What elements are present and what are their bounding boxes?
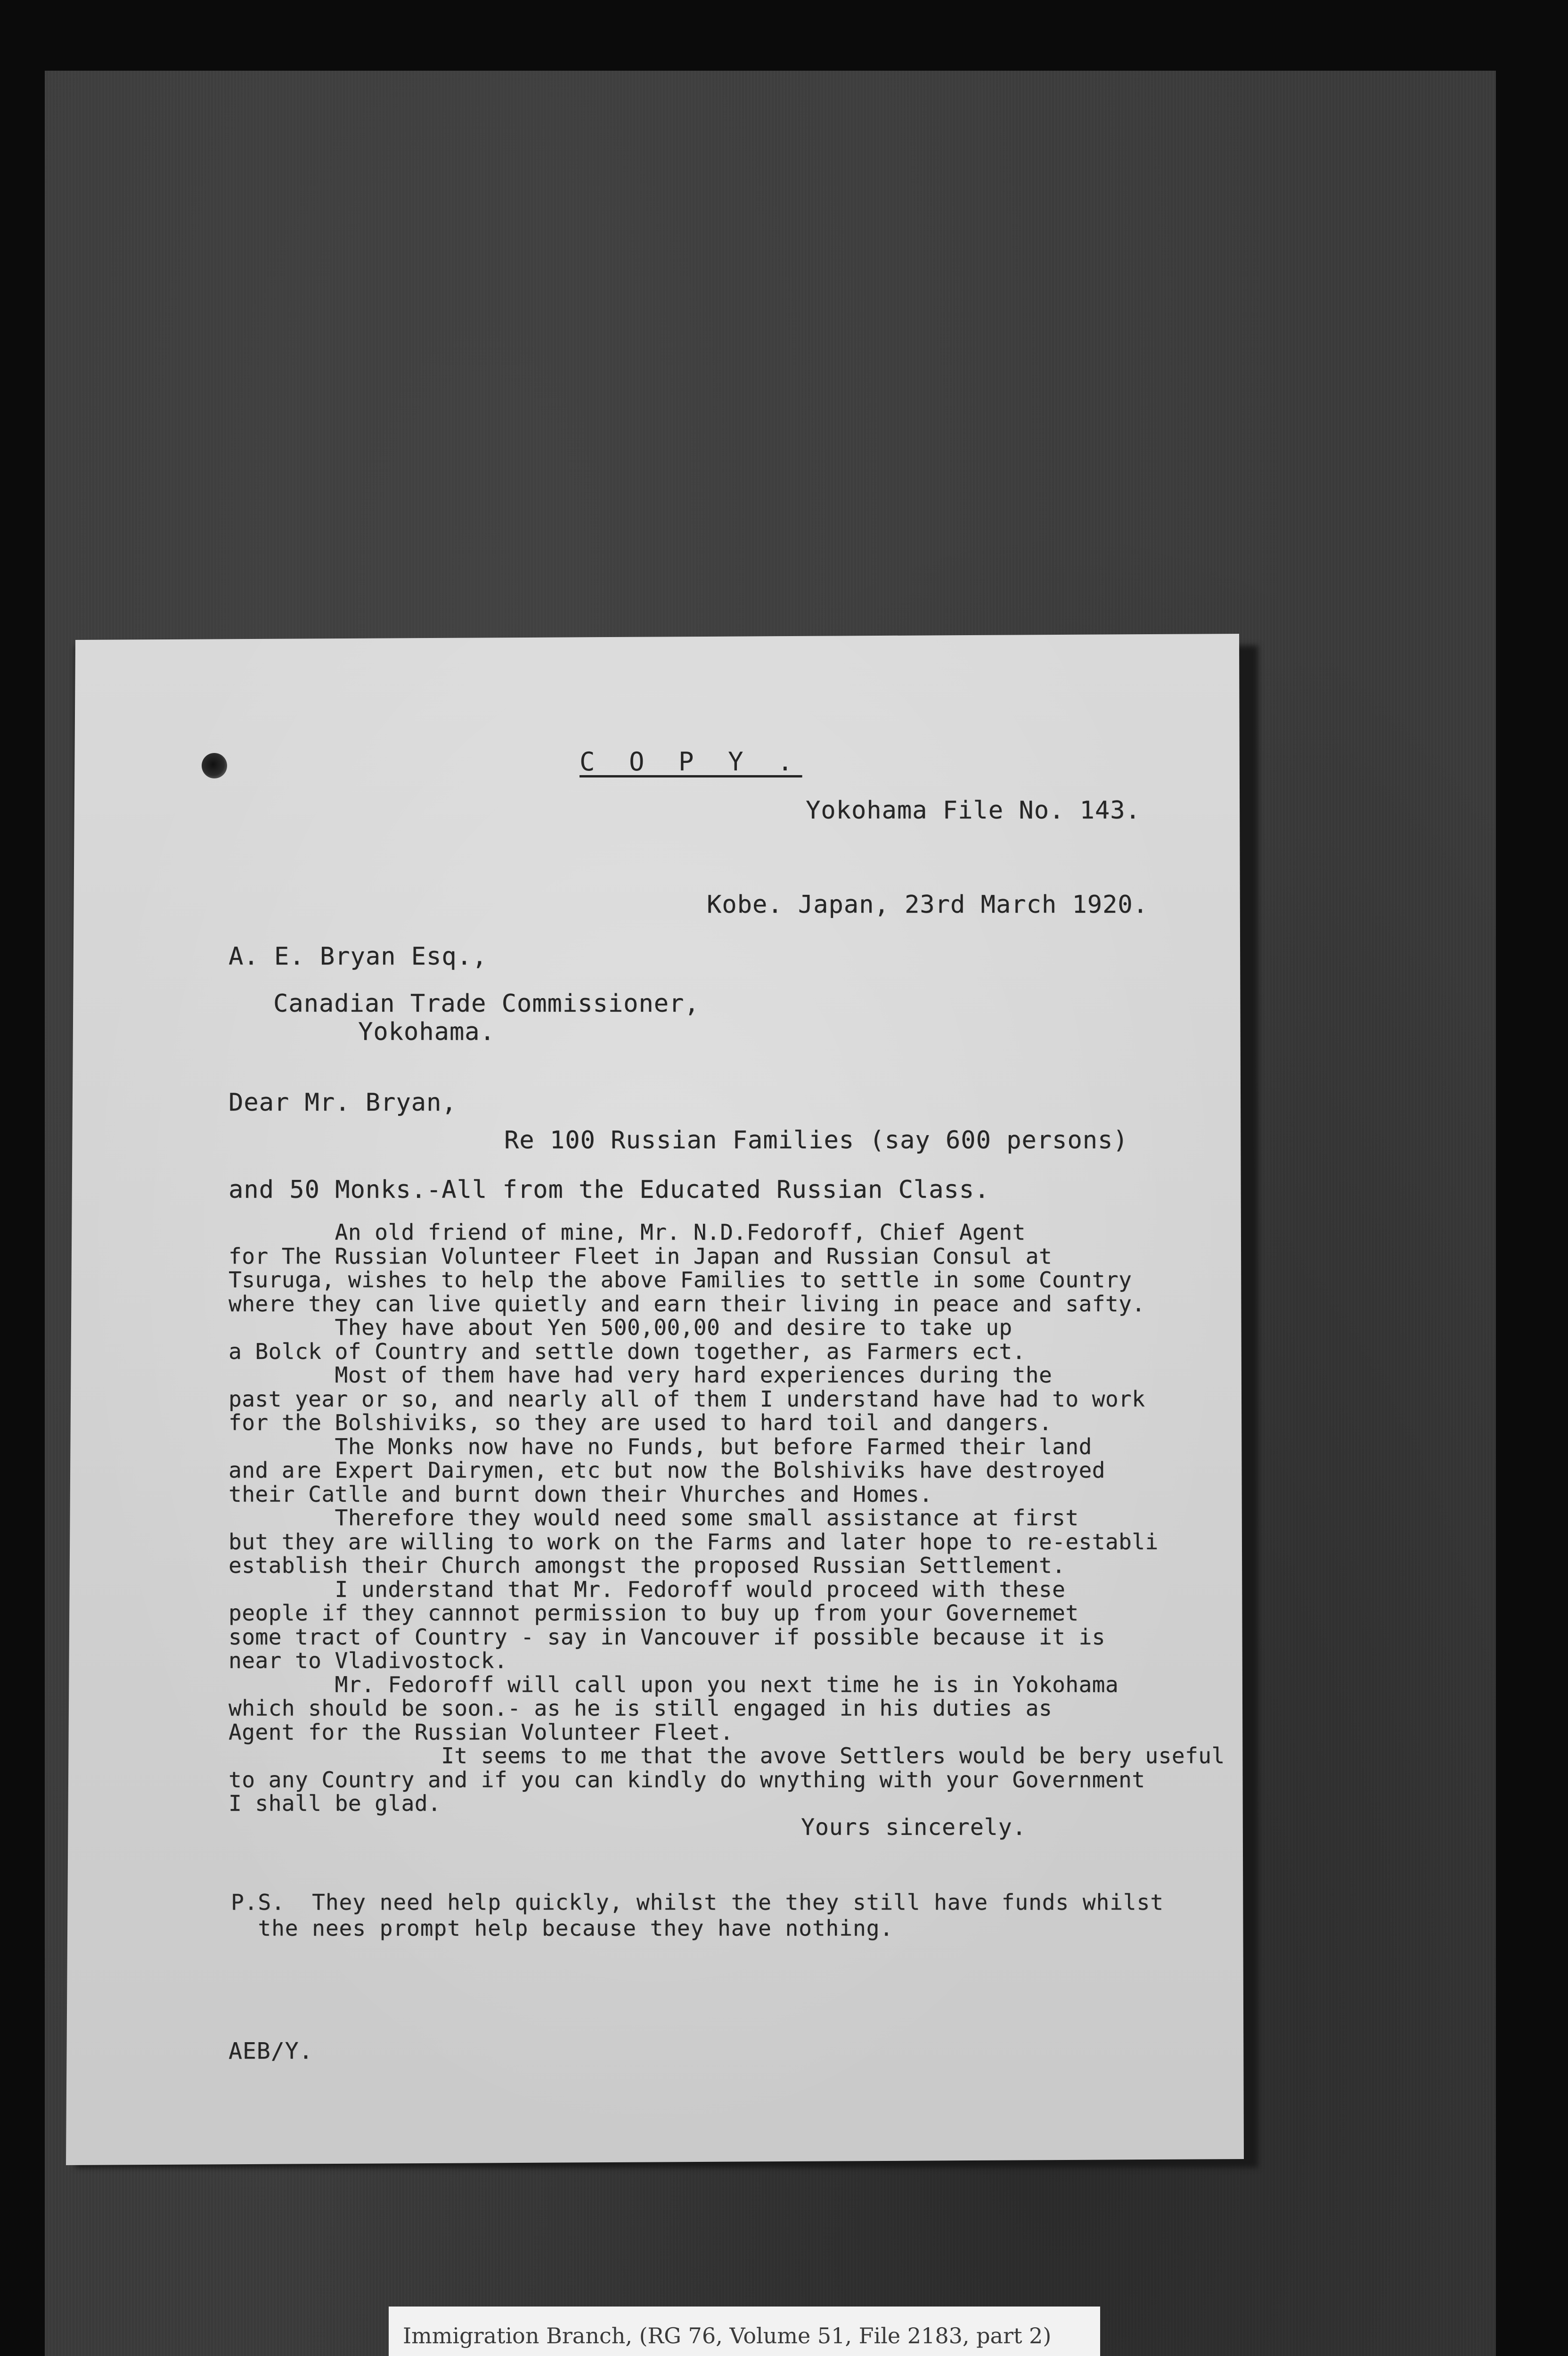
typist-initials: AEB/Y. <box>229 2038 313 2064</box>
body-line: I shall be glad. <box>229 1791 441 1816</box>
postscript-line: P.S. They need help quickly, whilst the they still have funds whilst <box>231 1890 1164 1915</box>
addressee-city: Yokohama. <box>358 1018 495 1046</box>
letter-body <box>229 1220 1241 1816</box>
body-line: Most of them have had very hard experiences during the <box>229 1362 1053 1388</box>
body-line: people if they cannnot permission to buy up from your Governemet <box>229 1600 1079 1626</box>
body-line: Tsuruga, wishes to help the above Families to settle in some Country <box>229 1267 1132 1293</box>
body-line: and are Expert Dairymen, etc but now the Bolshiviks have destroyed <box>229 1457 1105 1483</box>
body-line: which should be soon.- as he is still engaged in his duties as <box>229 1695 1053 1721</box>
salutation: Dear Mr. Bryan, <box>229 1088 457 1117</box>
body-line: a Bolck of Country and settle down together, as Farmers ect. <box>229 1338 1026 1364</box>
body-line: They have about Yen 500,00,00 and desire to take up <box>229 1315 1013 1340</box>
body-line: establish their Church amongst the proposed Russian Settlement. <box>229 1553 1066 1578</box>
body-line: for The Russian Volunteer Fleet in Japan and Russian Consul at <box>229 1243 1053 1269</box>
body-line: some tract of Country - say in Vancouver if possible because it is <box>229 1624 1105 1650</box>
body-line: An old friend of mine, Mr. N.D.Fedoroff, Chief Agent <box>229 1219 1026 1245</box>
body-line: Agent for the Russian Volunteer Fleet. <box>229 1719 734 1745</box>
body-line: Mr. Fedoroff will call upon you next time he is in Yokohama <box>229 1671 1119 1697</box>
body-line: The Monks now have no Funds, but before Farmed their land <box>229 1433 1092 1459</box>
body-line: Therefore they would need some small assistance at first <box>229 1505 1079 1530</box>
body-line: near to Vladivostock. <box>229 1648 508 1673</box>
body-line: their Catlle and burnt down their Vhurches and Homes. <box>229 1481 933 1507</box>
punch-hole <box>202 753 227 778</box>
body-line: for the Bolshiviks, so they are used to hard toil and dangers. <box>229 1410 1053 1435</box>
body-line: but they are willing to work on the Farms and later hope to re-establi <box>229 1529 1159 1554</box>
body-line: past year or so, and nearly all of them I understand have had to work <box>229 1386 1145 1412</box>
postscript-line: the nees prompt help because they have nothing. <box>231 1915 894 1941</box>
archive-reference-text: Immigration Branch, (RG 76, Volume 51, File 2183, part 2) <box>403 2323 1052 2348</box>
subject-line: Re 100 Russian Families (say 600 persons) <box>504 1126 1128 1154</box>
dateline: Kobe. Japan, 23rd March 1920. <box>707 891 1148 919</box>
copy-heading: C O P Y . <box>580 747 802 777</box>
addressee-title: Canadian Trade Commissioner, <box>273 990 700 1018</box>
body-line: It seems to me that the avove Settlers would be bery useful <box>229 1743 1225 1768</box>
closing: Yours sincerely. <box>801 1814 1027 1841</box>
body-line: to any Country and if you can kindly do wnything with your Government <box>229 1767 1145 1792</box>
file-reference: Yokohama File No. 143. <box>806 796 1141 825</box>
addressee-name: A. E. Bryan Esq., <box>229 942 488 971</box>
subject-line-continued: and 50 Monks.-All from the Educated Russian Class. <box>229 1176 990 1204</box>
body-line: I understand that Mr. Fedoroff would proceed with these <box>229 1576 1066 1602</box>
body-line: where they can live quietly and earn their living in peace and safty. <box>229 1291 1145 1317</box>
